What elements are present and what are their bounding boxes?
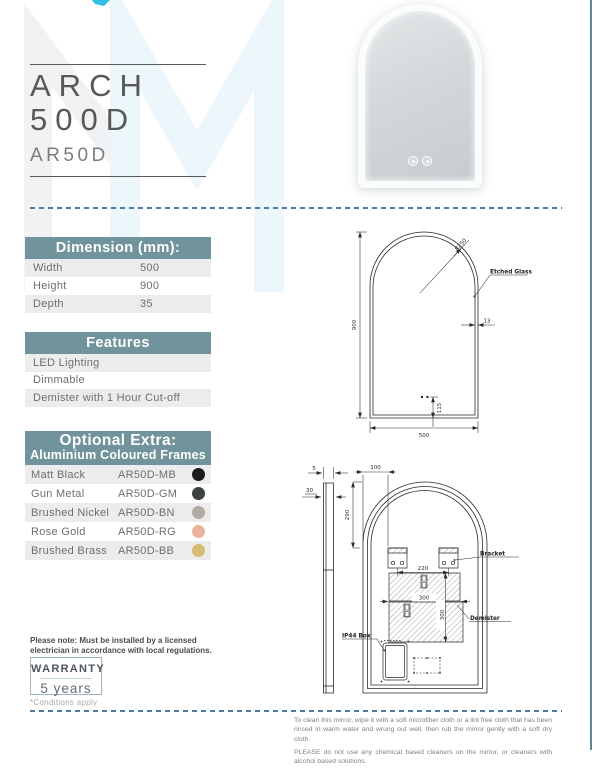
care-instructions xyxy=(294,716,552,770)
installation-note: Please note: Must be installed by a licensed electrician in accordance with local regulations. xyxy=(30,636,212,655)
dim-depth-label: 30 xyxy=(306,488,313,494)
title-line1: ARCH xyxy=(30,68,150,103)
conditions-note: *Conditions apply xyxy=(30,698,98,707)
touch-sensor-dot xyxy=(421,396,423,398)
table-row xyxy=(25,465,211,484)
dim-pad-height-label: 300 xyxy=(440,609,446,621)
finish-code: AR50D-MB xyxy=(118,468,177,481)
warranty-badge xyxy=(30,657,105,696)
demister-label: Demister xyxy=(470,616,500,622)
demister-pad-lower xyxy=(389,602,463,642)
ip44-mount-dots xyxy=(381,641,410,683)
dotted-separator-top xyxy=(30,207,562,209)
ip44-label: IP44 Box xyxy=(342,633,371,640)
feature-item: Dimmable xyxy=(25,372,211,390)
dim-value: 500 xyxy=(140,262,160,274)
radius-label: R250 xyxy=(454,237,469,253)
etched-glass-label: Etched Glass xyxy=(490,269,532,276)
dim-label: Width xyxy=(33,262,63,274)
dim-height-label: 900 xyxy=(352,319,358,331)
finish-name: Gun Metal xyxy=(31,487,85,500)
dim-width-label: 500 xyxy=(418,433,430,439)
dim-top-offset-label: 100 xyxy=(370,465,381,471)
model-code: AR50D xyxy=(30,145,109,166)
optional-extras-header xyxy=(25,431,211,465)
touch-sensor-dot xyxy=(426,396,428,398)
table-row xyxy=(25,522,211,541)
front-view-drawing xyxy=(340,225,550,440)
dimension-table-header: Dimension (mm): xyxy=(25,237,211,259)
warranty-title: WARRANTY xyxy=(31,663,105,675)
title-rule-bottom xyxy=(30,176,206,177)
feature-item: LED Lighting xyxy=(25,354,211,372)
cable-gland xyxy=(421,575,427,588)
table-row xyxy=(25,277,211,295)
dim-label: Height xyxy=(33,280,67,292)
care-paragraph: To clean this mirror, wipe it with a soft microfiber cloth or a lint free cloth that has been rinsed in warm water and wrung out well, then rub the mirror gently with a soft dry cloth. xyxy=(294,717,552,743)
features-header: Features xyxy=(25,332,211,354)
dim-30 xyxy=(302,494,346,497)
page-edge-line xyxy=(590,0,592,750)
title-line2: 500D xyxy=(30,102,137,137)
dim-500 xyxy=(370,421,478,433)
table-row xyxy=(25,259,211,277)
dim-pad-width-label: 300 xyxy=(418,595,430,602)
table-row xyxy=(25,541,211,560)
junction-cutout xyxy=(414,658,440,673)
title-block xyxy=(30,64,206,177)
finish-code: AR50D-BB xyxy=(118,544,175,557)
dim-value: 35 xyxy=(140,298,153,310)
optional-header-line2: Aluminium Coloured Frames xyxy=(30,448,206,462)
table-row xyxy=(25,503,211,522)
page-title xyxy=(30,69,206,137)
product-photo-arched-mirror xyxy=(358,4,482,188)
finish-swatch xyxy=(192,544,205,557)
junction-dots xyxy=(413,657,441,674)
finish-code: AR50D-GM xyxy=(118,487,178,500)
finish-swatch xyxy=(192,525,205,538)
warranty-divider xyxy=(40,678,92,679)
mirror-glass xyxy=(365,11,475,181)
table-row xyxy=(25,484,211,503)
finish-name: Rose Gold xyxy=(31,525,86,538)
mirror-outline-inner xyxy=(373,236,475,415)
dim-bracket-spacing-label: 220 xyxy=(417,566,429,572)
demister-touch-icon xyxy=(422,156,432,166)
etched-glass-callout xyxy=(475,275,528,296)
dim-glass-label: 5 xyxy=(312,466,316,472)
finish-swatch xyxy=(192,468,205,481)
bracket-label: Bracket xyxy=(480,551,506,558)
features-table xyxy=(25,332,211,407)
table-row xyxy=(25,295,211,313)
wall-bracket xyxy=(439,548,458,568)
ip44-box xyxy=(383,643,407,680)
dim-sensor-offset-label: 115 xyxy=(437,402,443,414)
back-view-drawing xyxy=(300,453,565,723)
dim-thickness-label: 13 xyxy=(483,318,491,325)
dim-290 xyxy=(353,482,362,548)
dim-label: Depth xyxy=(33,298,64,310)
logo-accent-triangle xyxy=(92,0,110,6)
touch-controls xyxy=(365,156,475,166)
warranty-value: 5 years xyxy=(40,681,92,696)
feature-item: Demister with 1 Hour Cut-off xyxy=(25,389,211,407)
finish-swatch xyxy=(192,506,205,519)
dimension-table xyxy=(25,237,211,313)
dim-value: 900 xyxy=(140,280,160,292)
wall-bracket xyxy=(388,548,407,568)
finish-swatch xyxy=(192,487,205,500)
dim-bracket-drop-label: 290 xyxy=(345,509,351,521)
optional-extras-table xyxy=(25,431,211,560)
finish-name: Matt Black xyxy=(31,468,86,481)
finish-code: AR50D-BN xyxy=(118,506,175,519)
care-paragraph-cutoff: PLEASE do not use any chemical based cleaners on the mirror, or cleaners with alcohol based solutions. xyxy=(294,748,552,766)
title-rule-top xyxy=(30,64,206,65)
finish-code: AR50D-RG xyxy=(118,525,177,538)
side-profile xyxy=(324,483,334,693)
power-touch-icon xyxy=(408,156,418,166)
dim-100 xyxy=(355,472,396,546)
finish-name: Brushed Nickel xyxy=(31,506,110,519)
optional-header-line1: Optional Extra: xyxy=(59,432,177,449)
finish-name: Brushed Brass xyxy=(31,544,108,557)
cable-gland xyxy=(404,604,410,617)
